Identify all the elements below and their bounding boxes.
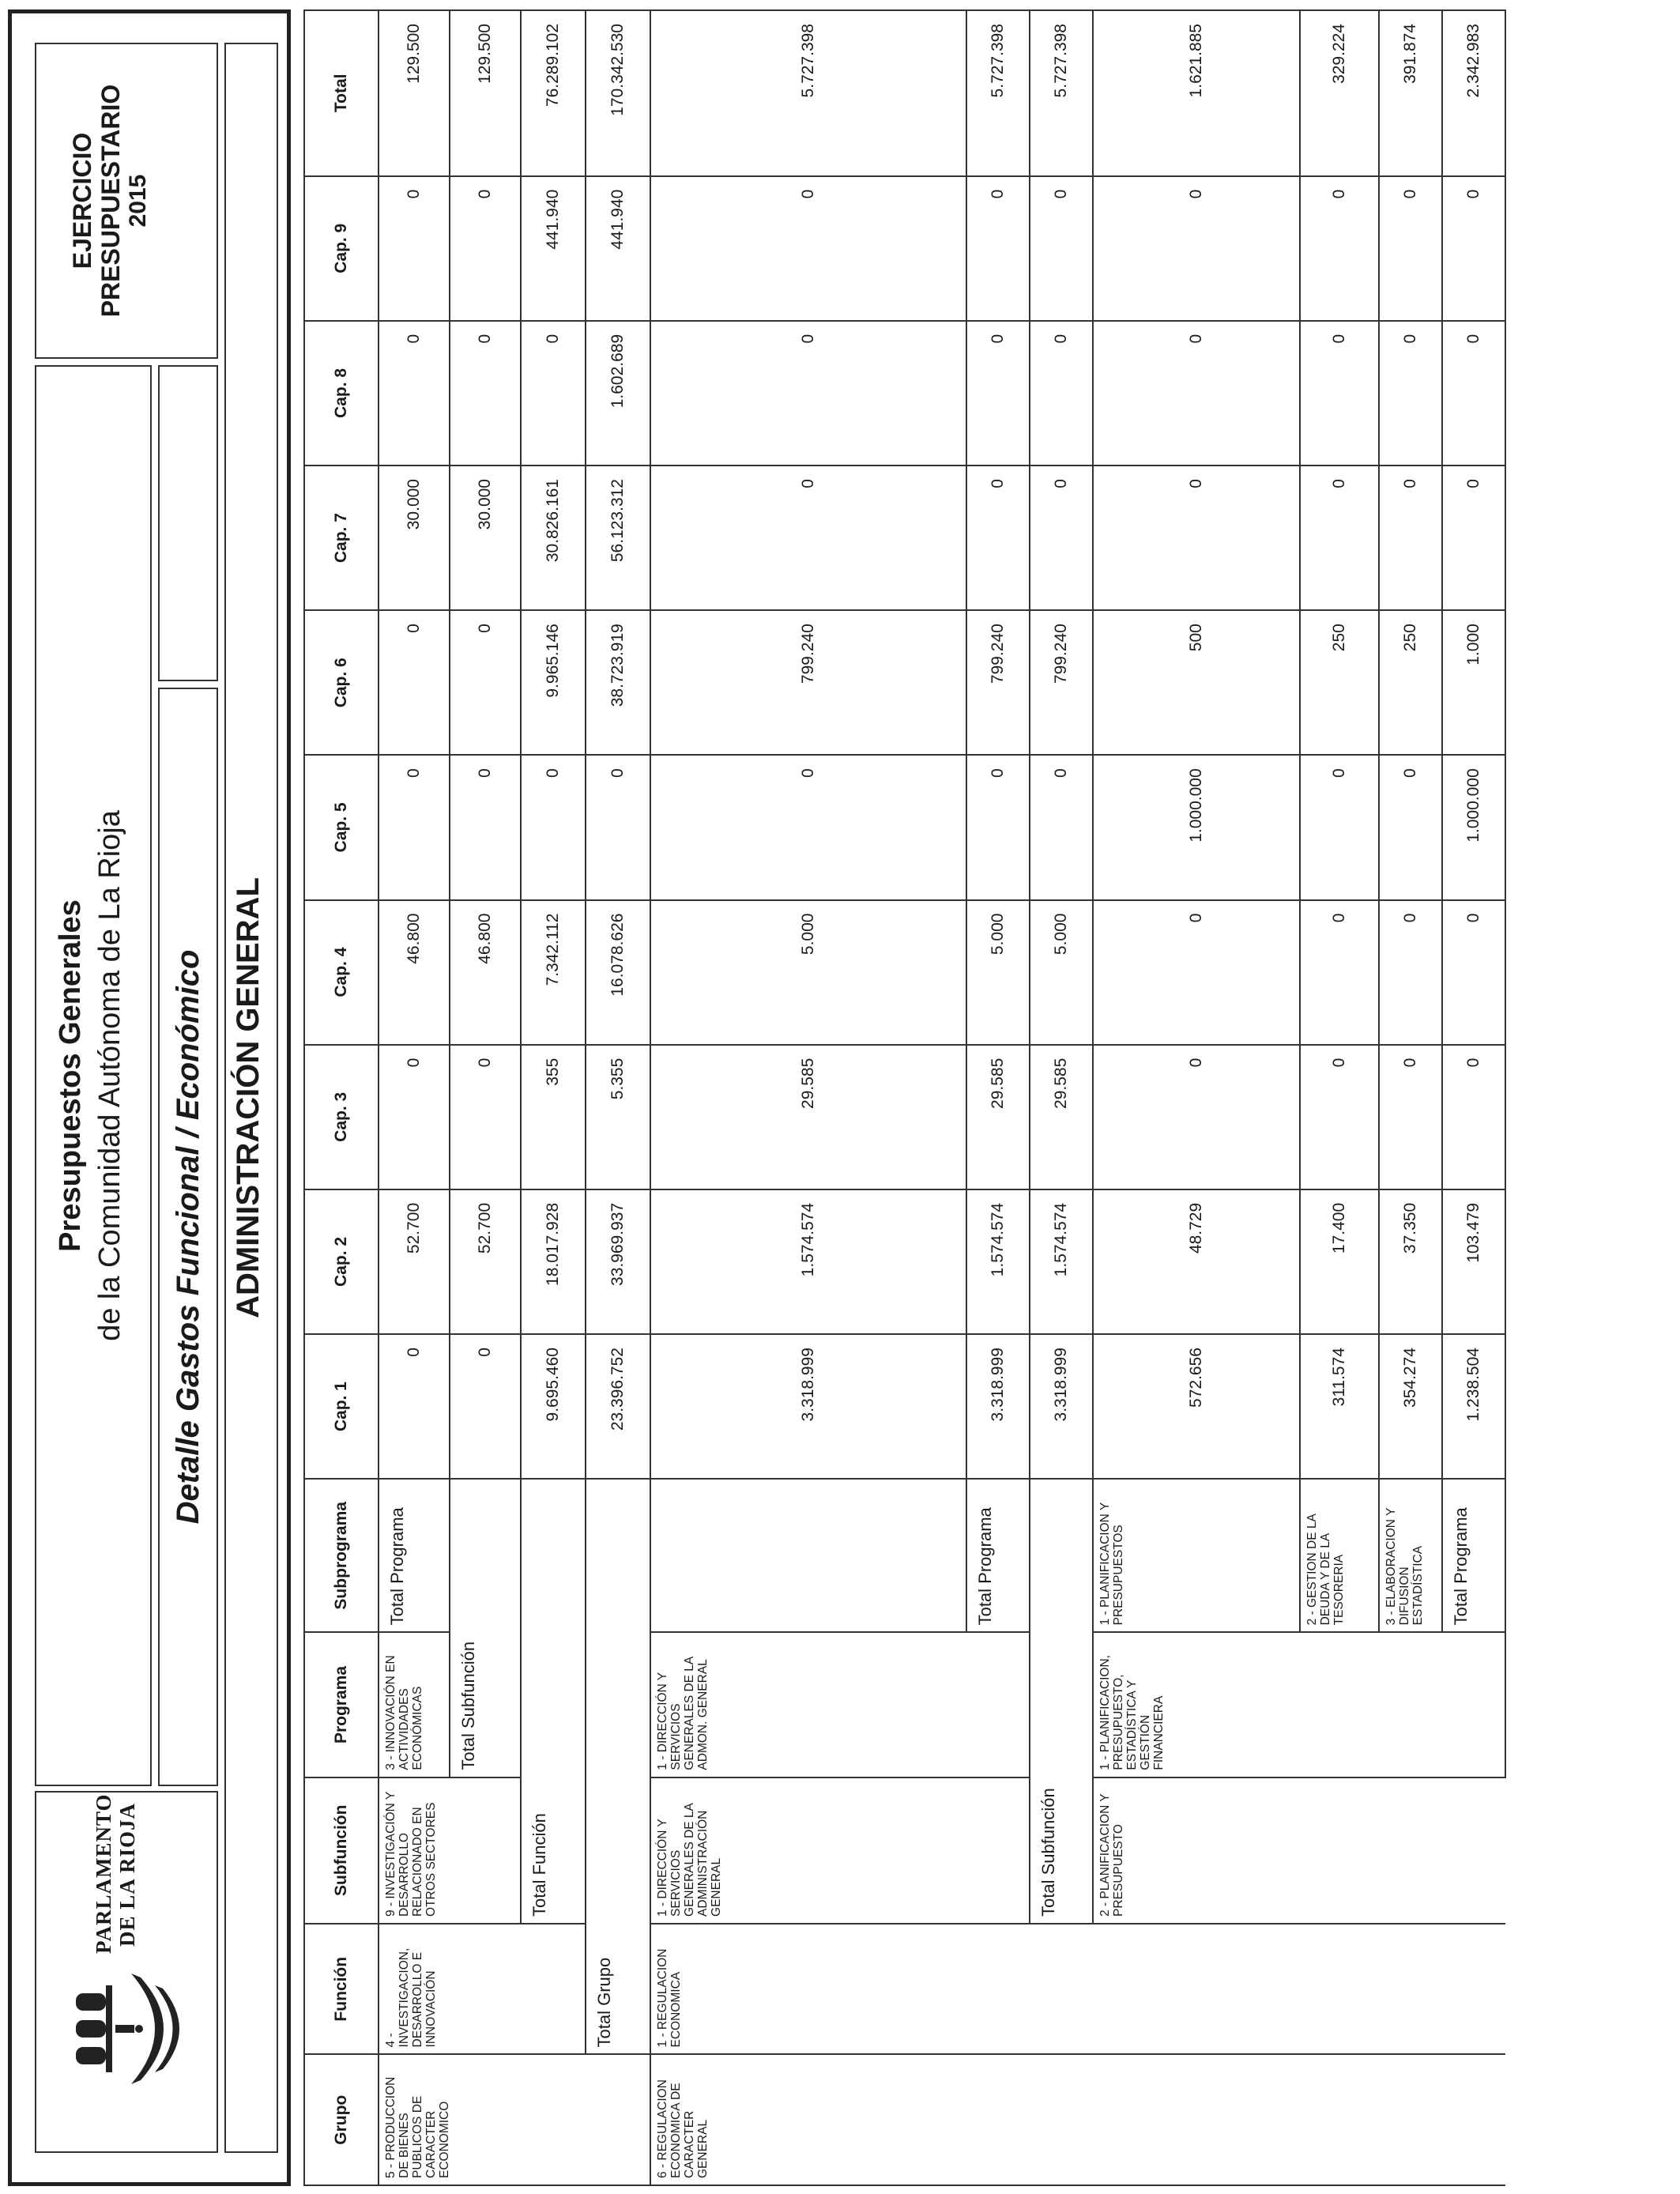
value-cell: 0 xyxy=(1030,176,1093,321)
grupo-cell: 5 - PRODUCCION DE BIENES PUBLICOS DE CARACTER ECONOMICO xyxy=(379,2054,586,2185)
year-line3: 2015 xyxy=(125,174,151,228)
value-cell: 37.350 xyxy=(1379,1189,1442,1334)
value-cell: 572.656 xyxy=(1093,1334,1300,1479)
value-cell: 0 xyxy=(966,755,1030,899)
year-line2: PRESUPUESTARIO xyxy=(96,84,125,318)
value-cell: 52.700 xyxy=(450,1189,521,1334)
value-cell: 0 xyxy=(1093,321,1300,466)
value-cell: 129.500 xyxy=(450,10,521,176)
value-cell: 0 xyxy=(1442,466,1505,610)
value-cell: 0 xyxy=(1300,755,1379,899)
value-cell: 30.826.161 xyxy=(521,466,586,610)
subtitle-side-box xyxy=(158,365,218,681)
logo-box xyxy=(35,1791,218,2153)
column-header: Cap. 9 xyxy=(304,176,379,321)
value-cell: 0 xyxy=(450,1334,521,1479)
value-cell: 799.240 xyxy=(966,610,1030,755)
value-cell: 38.723.919 xyxy=(586,610,650,755)
value-cell: 46.800 xyxy=(450,900,521,1045)
value-cell: 29.585 xyxy=(966,1045,1030,1189)
value-cell: 30.000 xyxy=(379,466,450,610)
column-header: Cap. 6 xyxy=(304,610,379,755)
column-header: Cap. 4 xyxy=(304,900,379,1045)
value-cell: 1.000.000 xyxy=(1093,755,1300,899)
value-cell: 52.700 xyxy=(379,1189,450,1334)
programa-cell: 1 - DIRECCIÓN Y SERVICIOS GENERALES DE LA ADMON. GENERAL xyxy=(650,1632,966,1777)
value-cell: 0 xyxy=(1300,900,1379,1045)
programa-cell: 3 - INNOVACIÓN EN ACTIVIDADES ECONÓMICAS xyxy=(379,1632,450,1777)
blank-cell xyxy=(966,1632,1030,1777)
title-line2: de la Comunidad Autónoma de La Rioja xyxy=(93,810,126,1341)
value-cell: 56.123.312 xyxy=(586,466,650,610)
title-line1: Presupuestos Generales xyxy=(54,899,87,1252)
value-cell: 0 xyxy=(1030,466,1093,610)
column-header: Grupo xyxy=(304,2054,379,2185)
logo-text-line1: PARLAMENTO xyxy=(92,1793,115,1954)
blank-cell xyxy=(521,1924,586,2055)
grupo-cell: 6 - REGULACION ECONOMICA DE CARACTER GENERAL xyxy=(650,2054,1505,2185)
value-cell: 0 xyxy=(379,610,450,755)
column-header: Cap. 3 xyxy=(304,1045,379,1189)
funcion-cell: 1 - REGULACION ECONOMICA xyxy=(650,1924,1505,2055)
value-cell: 1.574.574 xyxy=(650,1189,966,1334)
column-header: Función xyxy=(304,1924,379,2055)
value-cell: 1.000.000 xyxy=(1442,755,1505,899)
value-cell: 0 xyxy=(1379,1045,1442,1189)
logo-text xyxy=(92,1793,139,1954)
section-box xyxy=(224,43,278,2153)
table-row xyxy=(650,10,966,2185)
total-subfuncion-label: Total Subfunción xyxy=(450,1479,521,1777)
value-cell: 311.574 xyxy=(1300,1334,1379,1479)
subfuncion-cell: 1 - DIRECCIÓN Y SERVICIOS GENERALES DE LA ADMINISTRACIÓN GENERAL xyxy=(650,1777,1030,1924)
title-box xyxy=(35,365,152,1786)
column-header: Cap. 7 xyxy=(304,466,379,610)
value-cell: 0 xyxy=(1442,321,1505,466)
parliament-emblem-icon xyxy=(52,1954,202,2104)
value-cell: 441.940 xyxy=(521,176,586,321)
value-cell: 3.318.999 xyxy=(966,1334,1030,1479)
value-cell: 0 xyxy=(450,321,521,466)
value-cell: 1.574.574 xyxy=(1030,1189,1093,1334)
value-cell: 5.727.398 xyxy=(650,10,966,176)
value-cell: 5.000 xyxy=(650,900,966,1045)
value-cell: 799.240 xyxy=(650,610,966,755)
column-header: Subfunción xyxy=(304,1777,379,1924)
value-cell: 18.017.928 xyxy=(521,1189,586,1334)
value-cell: 0 xyxy=(1300,466,1379,610)
subfuncion-cell: 9 - INVESTIGACIÓN Y DESARROLLO RELACIONADO EN OTROS SECTORES xyxy=(379,1777,521,1924)
value-cell: 0 xyxy=(1093,900,1300,1045)
value-cell: 33.969.937 xyxy=(586,1189,650,1334)
value-cell: 0 xyxy=(1442,176,1505,321)
value-cell: 170.342.530 xyxy=(586,10,650,176)
value-cell: 0 xyxy=(650,755,966,899)
value-cell: 0 xyxy=(1093,1045,1300,1189)
value-cell: 0 xyxy=(1379,755,1442,899)
value-cell: 5.000 xyxy=(966,900,1030,1045)
value-cell: 23.396.752 xyxy=(586,1334,650,1479)
column-header: Cap. 2 xyxy=(304,1189,379,1334)
table-row xyxy=(1093,10,1300,2185)
value-cell: 48.729 xyxy=(1093,1189,1300,1334)
value-cell: 7.342.112 xyxy=(521,900,586,1045)
subtitle: Detalle Gastos Funcional / Económico xyxy=(171,949,205,1525)
value-cell: 0 xyxy=(1379,466,1442,610)
value-cell: 0 xyxy=(1300,321,1379,466)
programa-cell: 1 - PLANIFICACION, PRESUPUESTO, ESTADÍSTICA Y GESTIÓN FINANCIERA xyxy=(1093,1632,1442,1777)
value-cell: 76.289.102 xyxy=(521,10,586,176)
value-cell: 1.000 xyxy=(1442,610,1505,755)
value-cell: 0 xyxy=(1093,176,1300,321)
value-cell: 0 xyxy=(966,321,1030,466)
value-cell: 2.342.983 xyxy=(1442,10,1505,176)
value-cell: 0 xyxy=(379,1334,450,1479)
value-cell: 1.602.689 xyxy=(586,321,650,466)
value-cell: 391.874 xyxy=(1379,10,1442,176)
value-cell: 0 xyxy=(521,755,586,899)
value-cell: 329.224 xyxy=(1300,10,1379,176)
value-cell: 0 xyxy=(379,1045,450,1189)
value-cell: 0 xyxy=(966,176,1030,321)
subprograma-cell xyxy=(650,1479,966,1632)
value-cell: 0 xyxy=(1300,176,1379,321)
value-cell: 0 xyxy=(1300,1045,1379,1189)
value-cell: 5.727.398 xyxy=(1030,10,1093,176)
total-grupo-label: Total Grupo xyxy=(586,1479,650,2054)
value-cell: 250 xyxy=(1300,610,1379,755)
value-cell: 0 xyxy=(379,176,450,321)
value-cell: 17.400 xyxy=(1300,1189,1379,1334)
section-title: ADMINISTRACIÓN GENERAL xyxy=(231,877,266,1318)
column-header: Subprograma xyxy=(304,1479,379,1632)
value-cell: 0 xyxy=(586,755,650,899)
year-line1: EJERCICIO xyxy=(68,132,96,270)
value-cell: 0 xyxy=(450,1045,521,1189)
value-cell: 5.727.398 xyxy=(966,10,1030,176)
value-cell: 0 xyxy=(450,610,521,755)
value-cell: 500 xyxy=(1093,610,1300,755)
value-cell: 799.240 xyxy=(1030,610,1093,755)
value-cell: 9.965.146 xyxy=(521,610,586,755)
value-cell: 0 xyxy=(379,321,450,466)
value-cell: 0 xyxy=(650,176,966,321)
value-cell: 29.585 xyxy=(1030,1045,1093,1189)
subprograma-cell: 1 - PLANIFICACION Y PRESUPUESTOS xyxy=(1093,1479,1300,1632)
value-cell: 9.695.460 xyxy=(521,1334,586,1479)
value-cell: 0 xyxy=(450,176,521,321)
column-header: Programa xyxy=(304,1632,379,1777)
value-cell: 0 xyxy=(1379,321,1442,466)
value-cell: 0 xyxy=(1379,176,1442,321)
value-cell: 0 xyxy=(1442,900,1505,1045)
value-cell: 46.800 xyxy=(379,900,450,1045)
subfuncion-cell: 2 - PLANIFICACION Y PRESUPUESTO xyxy=(1093,1777,1505,1924)
value-cell: 441.940 xyxy=(586,176,650,321)
subprograma-cell: 3 - ELABORACION Y DIFUSION ESTADÍSTICA xyxy=(1379,1479,1442,1632)
value-cell: 103.479 xyxy=(1442,1189,1505,1334)
total-programa-label: Total Programa xyxy=(966,1479,1030,1632)
value-cell: 0 xyxy=(1442,1045,1505,1189)
value-cell: 0 xyxy=(1093,466,1300,610)
value-cell: 355 xyxy=(521,1045,586,1189)
table-row xyxy=(379,10,450,2185)
column-header: Cap. 5 xyxy=(304,755,379,899)
column-header: Cap. 1 xyxy=(304,1334,379,1479)
value-cell: 0 xyxy=(650,321,966,466)
value-cell: 3.318.999 xyxy=(650,1334,966,1479)
value-cell: 1.238.504 xyxy=(1442,1334,1505,1479)
subtitle-box xyxy=(158,688,218,1786)
blank-cell xyxy=(1442,1632,1505,1777)
value-cell: 16.078.626 xyxy=(586,900,650,1045)
value-cell: 0 xyxy=(379,755,450,899)
value-cell: 0 xyxy=(650,466,966,610)
value-cell: 5.355 xyxy=(586,1045,650,1189)
column-header: Cap. 8 xyxy=(304,321,379,466)
logo-text-line2: DE LA RIOJA xyxy=(115,1802,139,1947)
value-cell: 129.500 xyxy=(379,10,450,176)
table-row xyxy=(521,10,586,2185)
value-cell: 354.274 xyxy=(1379,1334,1442,1479)
year-box xyxy=(35,43,218,359)
table-row xyxy=(1030,10,1093,2185)
column-header: Total xyxy=(304,10,379,176)
blank-cell xyxy=(586,2054,650,2185)
subprograma-cell: 2 - GESTION DE LA DEUDA Y DE LA TESORERIA xyxy=(1300,1479,1379,1632)
value-cell: 3.318.999 xyxy=(1030,1334,1093,1479)
value-cell: 29.585 xyxy=(650,1045,966,1189)
value-cell: 0 xyxy=(521,321,586,466)
value-cell: 0 xyxy=(1030,755,1093,899)
total-funcion-label: Total Función xyxy=(521,1479,586,1924)
table-header-row xyxy=(304,10,379,2185)
value-cell: 0 xyxy=(450,755,521,899)
value-cell: 1.574.574 xyxy=(966,1189,1030,1334)
table-row xyxy=(586,10,650,2185)
value-cell: 0 xyxy=(1379,900,1442,1045)
budget-table xyxy=(303,9,1506,2186)
value-cell: 5.000 xyxy=(1030,900,1093,1045)
value-cell: 250 xyxy=(1379,610,1442,755)
subprograma-total-programa: Total Programa xyxy=(379,1479,450,1632)
value-cell: 1.621.885 xyxy=(1093,10,1300,176)
funcion-cell: 4 - INVESTIGACION, DESARROLLO E INNOVACIÓN xyxy=(379,1924,521,2055)
value-cell: 30.000 xyxy=(450,466,521,610)
value-cell: 0 xyxy=(1030,321,1093,466)
total-subfuncion-label: Total Subfunción xyxy=(1030,1479,1093,1924)
value-cell: 0 xyxy=(966,466,1030,610)
total-programa-label: Total Programa xyxy=(1442,1479,1505,1632)
